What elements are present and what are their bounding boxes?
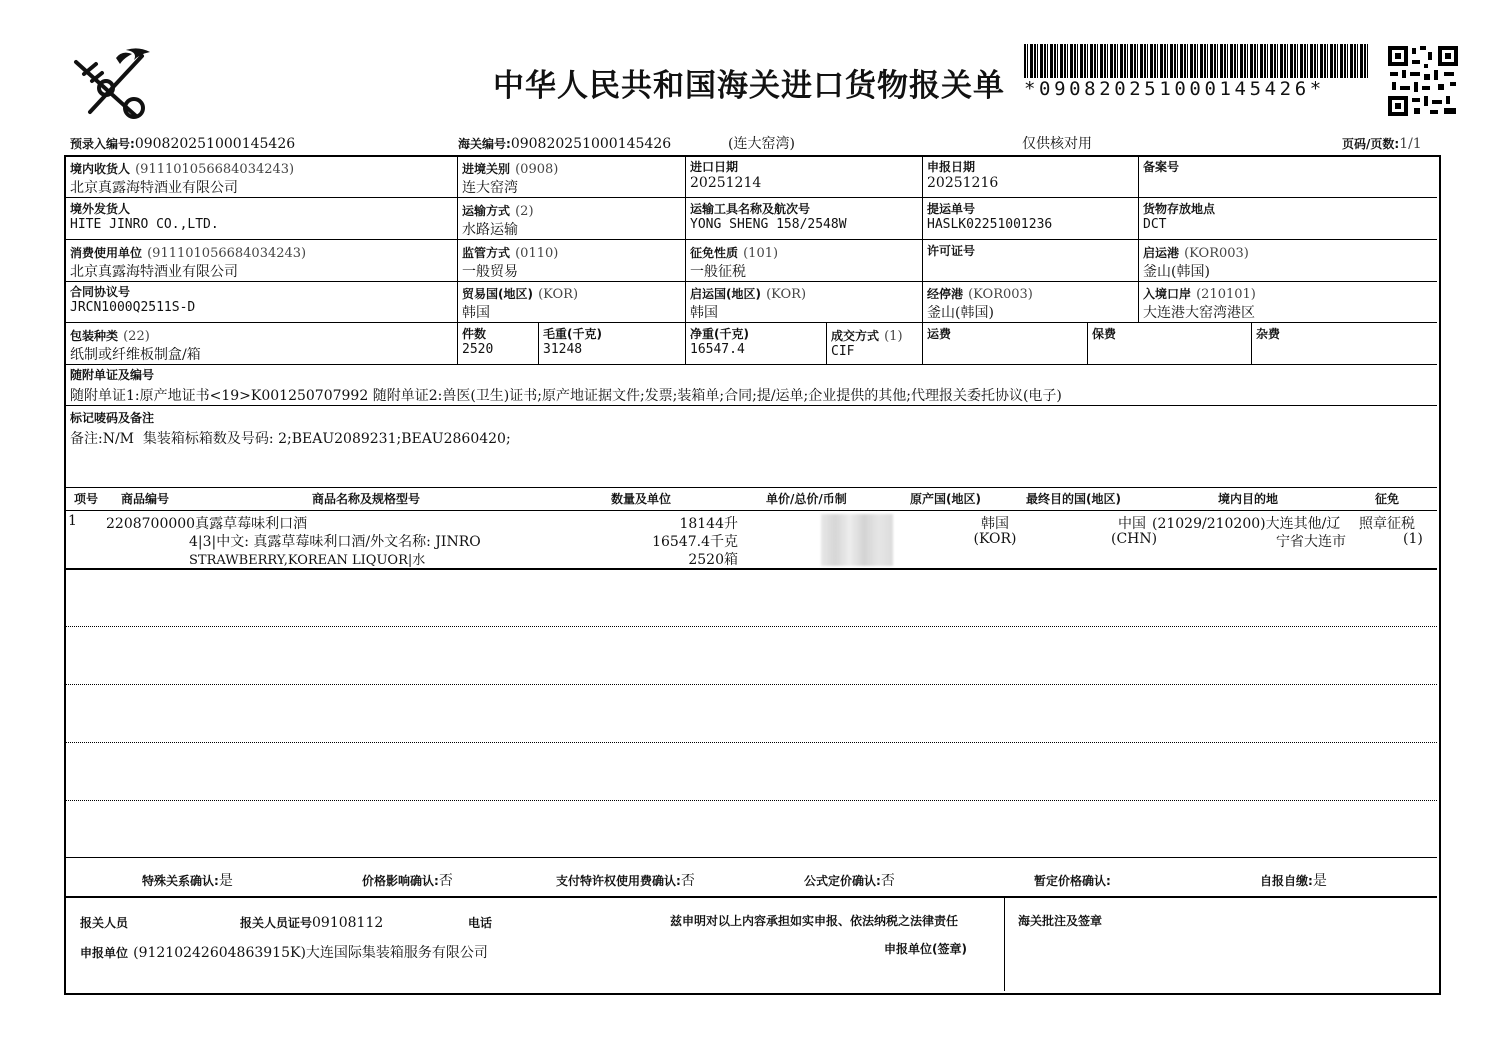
row-domestic: (21029/210200)大连其他/辽 xyxy=(1152,516,1341,532)
customs-number-label: 海关编号: xyxy=(458,137,511,151)
col-domestic-destination: 境内目的地 xyxy=(1218,492,1279,506)
misc-fee-field xyxy=(1256,325,1280,342)
verification-note: 仅供核对用 xyxy=(1022,136,1092,152)
deal-mode-field xyxy=(831,325,903,359)
col-price: 单价/总价/币制 xyxy=(766,492,847,506)
declarant-label: 报关人员 xyxy=(80,916,129,930)
declaring-unit-label: 申报单位 xyxy=(80,946,129,960)
attached-docs-value: 随附单证1:原产地证书<19>K001250707992 随附单证2:兽医(卫生)证书;原产地证据文件;发票;装箱单;合同;提/运单;企业提供的其他;代理报关委托协议(电子) xyxy=(70,388,1062,404)
provisional-price xyxy=(1034,870,1111,889)
row-item-no: 1 xyxy=(68,513,77,529)
customs-emblem-icon xyxy=(66,44,152,124)
barcode-text: *090820251000145426* xyxy=(1024,78,1325,100)
bill-no-label: 提运单号 xyxy=(927,202,976,216)
row-goods-name: 真露草莓味利口酒 xyxy=(195,516,308,532)
formula-price xyxy=(804,870,895,890)
formula-price-label: 公式定价确认: xyxy=(804,874,881,888)
package-code: (22) xyxy=(123,329,150,344)
price-impact-value: 否 xyxy=(438,873,453,889)
net-weight-field xyxy=(690,325,749,357)
declarant-id-label: 报关人员证号 xyxy=(240,916,313,930)
entry-port-field xyxy=(1143,283,1256,322)
price-impact xyxy=(362,870,453,890)
consignee-field xyxy=(70,158,294,197)
import-date-value: 20251214 xyxy=(690,175,762,191)
vessel-label: 运输工具名称及航次号 xyxy=(690,202,811,216)
col-quantity: 数量及单位 xyxy=(611,492,672,506)
self-pay-label: 自报自缴: xyxy=(1260,874,1313,888)
supervision-code: (0110) xyxy=(515,246,559,261)
declarant-id xyxy=(240,912,383,931)
origin-country-value: 韩国 xyxy=(690,305,718,321)
storage-label: 货物存放地点 xyxy=(1143,202,1216,216)
supervision-value: 一般贸易 xyxy=(462,264,518,280)
royalty-label: 支付特许权使用费确认: xyxy=(556,874,681,888)
consumer-field xyxy=(70,242,306,281)
transport-mode-label: 运输方式 xyxy=(462,204,511,218)
package-label: 包装种类 xyxy=(70,329,119,343)
origin-country-field xyxy=(690,283,806,322)
declaring-unit xyxy=(80,942,488,962)
trade-country-value: 韩国 xyxy=(462,305,490,321)
deal-mode-value: CIF xyxy=(831,344,855,359)
pieces-field xyxy=(462,325,493,357)
row-dest-code: (CHN) xyxy=(1111,531,1158,547)
col-destination-country: 最终目的国(地区) xyxy=(1026,492,1121,506)
row-levy-code: (1) xyxy=(1403,531,1423,547)
declare-date-label: 申报日期 xyxy=(927,160,976,174)
formula-price-value: 否 xyxy=(880,873,895,889)
supervision-field xyxy=(462,242,558,281)
gross-weight-field xyxy=(543,325,602,357)
declaring-unit-value: (91210242604863915K)大连国际集装箱服务有限公司 xyxy=(133,945,488,961)
record-no-field xyxy=(1143,158,1179,175)
self-pay-value: 是 xyxy=(1312,873,1327,889)
liability-statement: 兹申明对以上内容承担如实申报、依法纳税之法律责任 xyxy=(670,914,959,928)
row-hs-value: 2208700000 xyxy=(106,516,196,532)
levy-code: (101) xyxy=(743,246,779,261)
transport-mode-value: 水路运输 xyxy=(462,222,518,238)
package-value: 纸制或纤维板制盒/箱 xyxy=(70,347,201,363)
declare-date-value: 20251216 xyxy=(927,175,999,191)
special-relation-value: 是 xyxy=(218,873,233,889)
phone-label: 电话 xyxy=(468,916,493,930)
row-qty-3: 2520箱 xyxy=(688,552,738,568)
storage-value: DCT xyxy=(1143,217,1167,232)
entry-port-code: (210101) xyxy=(1196,287,1256,302)
via-port-code: (KOR003) xyxy=(968,287,1033,302)
bill-no-field xyxy=(927,200,1052,232)
col-hs-code: 商品编号 xyxy=(121,492,170,506)
col-item-no: 项号 xyxy=(74,492,99,506)
net-weight-label: 净重(千克) xyxy=(690,327,749,341)
marks-label: 标记唛码及备注 xyxy=(70,411,155,425)
col-goods-name: 商品名称及规格型号 xyxy=(312,492,421,506)
royalty-confirm xyxy=(556,870,695,890)
contract-value: JRCN1000Q2511S-D xyxy=(70,300,196,315)
import-date-label: 进口日期 xyxy=(690,160,739,174)
via-port-field xyxy=(927,283,1033,322)
departure-port-code: (KOR003) xyxy=(1184,246,1249,261)
pre-entry-value: 090820251000145426 xyxy=(134,136,296,152)
pre-entry-label: 预录入编号: xyxy=(70,137,135,151)
levy-field xyxy=(690,242,778,281)
entry-port-label: 入境口岸 xyxy=(1143,287,1192,301)
contract-label: 合同协议号 xyxy=(70,285,131,299)
pre-entry-number xyxy=(70,133,295,152)
departure-port-value: 釜山(韩国) xyxy=(1143,264,1210,280)
row-qty-1: 18144升 xyxy=(679,516,738,532)
marks-field xyxy=(70,409,511,448)
price-redacted xyxy=(821,514,893,566)
consignee-code: (911101056684034243) xyxy=(135,162,295,177)
entry-customs-label: 进境关别 xyxy=(462,162,511,176)
declare-date-field xyxy=(927,158,998,191)
consignee-label: 境内收货人 xyxy=(70,162,131,176)
storage-field xyxy=(1143,200,1215,232)
document-title: 中华人民共和国海关进口货物报关单 xyxy=(493,68,1005,104)
trade-country-label: 贸易国(地区) xyxy=(462,287,533,301)
freight-label: 运费 xyxy=(927,327,952,341)
vessel-field xyxy=(690,200,847,232)
license-label: 许可证号 xyxy=(927,244,976,258)
package-field xyxy=(70,325,201,364)
row-spec-line2: STRAWBERRY,KOREAN LIQUOR|水 xyxy=(189,553,426,568)
shipper-field xyxy=(70,200,219,232)
deal-mode-code: (1) xyxy=(884,329,903,344)
pieces-label: 件数 xyxy=(462,327,487,341)
net-weight-value: 16547.4 xyxy=(690,342,745,357)
pieces-value: 2520 xyxy=(462,342,494,357)
gross-weight-label: 毛重(千克) xyxy=(543,327,602,341)
levy-label: 征免性质 xyxy=(690,246,739,260)
row-spec-line1: 4|3|中文: 真露草莓味利口酒/外文名称: JINRO xyxy=(189,534,481,550)
special-relation-label: 特殊关系确认: xyxy=(142,874,219,888)
customs-note-label: 海关批注及签章 xyxy=(1018,914,1103,928)
col-levy: 征免 xyxy=(1375,492,1400,506)
self-pay xyxy=(1260,870,1327,890)
contract-field xyxy=(70,283,195,315)
freight-field xyxy=(927,325,951,342)
origin-country-label: 启运国(地区) xyxy=(690,287,761,301)
attached-docs-field xyxy=(70,366,1062,405)
trade-country-field xyxy=(462,283,578,322)
entry-customs-code: (0908) xyxy=(515,162,559,177)
barcode-icon xyxy=(1024,44,1368,78)
royalty-value: 否 xyxy=(680,873,695,889)
page-value: 1/1 xyxy=(1399,136,1422,152)
special-relation xyxy=(142,870,233,890)
supervision-label: 监管方式 xyxy=(462,246,511,260)
row-origin: 韩国 xyxy=(981,516,1009,532)
departure-port-label: 启运港 xyxy=(1143,246,1180,260)
marks-value: 备注:N/M 集装箱标箱数及号码: 2;BEAU2089231;BEAU2860420; xyxy=(70,431,511,447)
row-levy: 照章征税 xyxy=(1359,516,1415,532)
misc-fee-label: 杂费 xyxy=(1256,327,1281,341)
consignee-value: 北京真露海特酒业有限公司 xyxy=(70,180,238,196)
transport-mode-code: (2) xyxy=(515,204,534,219)
transport-mode-field xyxy=(462,200,534,239)
deal-mode-label: 成交方式 xyxy=(831,329,880,343)
departure-port-field xyxy=(1143,242,1249,281)
via-port-label: 经停港 xyxy=(927,287,964,301)
customs-port: (连大窑湾) xyxy=(728,136,795,152)
row-dest-country: 中国 xyxy=(1118,516,1146,532)
consumer-label: 消费使用单位 xyxy=(70,246,143,260)
gross-weight-value: 31248 xyxy=(543,342,583,357)
consumer-code: (911101056684034243) xyxy=(147,246,307,261)
shipper-value: HITE JINRO CO.,LTD. xyxy=(70,217,219,232)
license-field xyxy=(927,242,975,259)
shipper-label: 境外发货人 xyxy=(70,202,131,216)
row-domestic-2: 宁省大连市 xyxy=(1276,534,1346,550)
row-origin-code: (KOR) xyxy=(973,531,1017,547)
insurance-field xyxy=(1092,325,1116,342)
record-no-label: 备案号 xyxy=(1143,160,1180,174)
origin-country-code: (KOR) xyxy=(766,287,807,302)
col-origin: 原产国(地区) xyxy=(910,492,981,506)
via-port-value: 釜山(韩国) xyxy=(927,305,994,321)
trade-country-code: (KOR) xyxy=(538,287,579,302)
row-qty-2: 16547.4千克 xyxy=(652,534,738,550)
insurance-label: 保费 xyxy=(1092,327,1117,341)
customs-number-value: 090820251000145426 xyxy=(510,136,672,152)
seal-label: 申报单位(签章) xyxy=(884,942,967,956)
import-date-field xyxy=(690,158,761,191)
entry-customs-value: 连大窑湾 xyxy=(462,180,518,196)
bill-no-value: HASLK02251001236 xyxy=(927,217,1053,232)
levy-value: 一般征税 xyxy=(690,264,746,280)
consumer-value: 北京真露海特酒业有限公司 xyxy=(70,264,238,280)
entry-port-value: 大连港大窑湾港区 xyxy=(1143,305,1255,321)
qr-code-icon xyxy=(1388,46,1458,116)
row-hs-code xyxy=(106,513,307,533)
price-impact-label: 价格影响确认: xyxy=(362,874,439,888)
declarant-id-value: 09108112 xyxy=(312,915,384,931)
vessel-value: YONG SHENG 158/2548W xyxy=(690,217,847,232)
entry-customs-field xyxy=(462,158,558,197)
page-label: 页码/页数: xyxy=(1342,137,1400,151)
provisional-price-label: 暂定价格确认: xyxy=(1034,874,1111,888)
attached-docs-label: 随附单证及编号 xyxy=(70,368,155,382)
customs-number xyxy=(458,133,671,152)
page-indicator xyxy=(1342,133,1422,152)
